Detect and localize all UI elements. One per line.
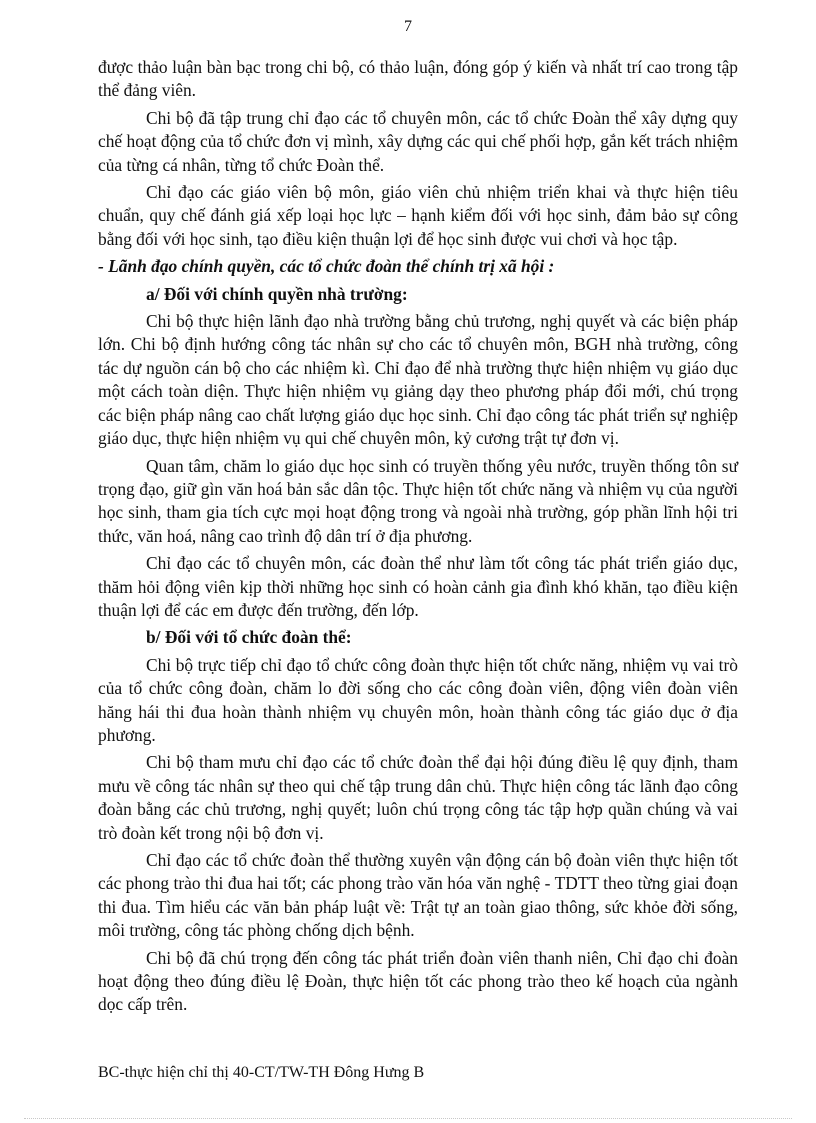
paragraph: Chỉ đạo các tổ chức đoàn thể thường xuyên vận động cán bộ đoàn viên thực hiện tốt các phong trào thi đua hai tốt; các phong trào văn hóa văn nghệ - TDTT theo từng giai đoạn thi đua. Tìm hiểu các văn bản pháp luật về: Trật tự an toàn giao thông, sức khỏe đời sống, môi trường, công tác phòng chống dịch bệnh. bbox=[98, 850, 738, 941]
subsection-b-heading: b/ Đối với tổ chức đoàn thể: bbox=[146, 627, 352, 648]
page-footer: BC-thực hiện chỉ thị 40-CT/TW-TH Đông Hưng B bbox=[98, 1064, 425, 1081]
paragraph: Chi bộ đã chú trọng đến công tác phát triển đoàn viên thanh niên, Chỉ đạo chi đoàn hoạt động theo đúng điều lệ Đoàn, thực hiện tốt các phong trào theo kế hoạch của ngành dọc cấp trên. bbox=[98, 947, 738, 1015]
paragraph: Chi bộ tham mưu chỉ đạo các tổ chức đoàn thể đại hội đúng điều lệ quy định, tham mưu về công tác nhân sự theo qui chế tập trung dân chủ. Thực hiện công tác lãnh đạo công đoàn bằng các chủ trương, nghị quyết; luôn chú trọng công tác tập hợp quần chúng và vai trò đoàn kết trong nội bộ đơn vị. bbox=[98, 752, 738, 843]
subsection-a-heading: a/ Đối với chính quyền nhà trường: bbox=[146, 283, 408, 304]
section-heading: - Lãnh đạo chính quyền, các tổ chức đoàn thể chính trị xã hội : bbox=[98, 256, 555, 277]
document-body bbox=[98, 56, 738, 1021]
footer-divider bbox=[24, 1118, 792, 1119]
paragraph-continued: được thảo luận bàn bạc trong chi bộ, có thảo luận, đóng góp ý kiến và nhất trí cao trong tập thể đảng viên. bbox=[98, 57, 738, 101]
page-number: 7 bbox=[404, 18, 412, 35]
paragraph: Quan tâm, chăm lo giáo dục học sinh có truyền thống yêu nước, truyền thống tôn sư trọng đạo, giữ gìn văn hoá bản sắc dân tộc. Thực hiện tốt chức năng và nhiệm vụ của người học sinh, tham gia tích cực mọi hoạt động trong và ngoài nhà trường, góp phần lĩnh hội tri thức, văn hoá, nâng cao trình độ dân trí ở địa phương. bbox=[98, 455, 738, 546]
paragraph: Chỉ đạo các tổ chuyên môn, các đoàn thể như làm tốt công tác phát triển giáo dục, thăm hỏi động viên kịp thời những học sinh có hoàn cảnh gia đình khó khăn, tạo điều kiện thuận lợi để các em được đến trường, đến lớp. bbox=[98, 553, 738, 620]
paragraph: Chỉ đạo các giáo viên bộ môn, giáo viên chủ nhiệm triển khai và thực hiện tiêu chuẩn, quy chế đánh giá xếp loại học lực – hạnh kiểm đối với học sinh, đảm bảo sự công bằng đối với học sinh, tạo điều kiện thuận lợi để học sinh được vui chơi và học tập. bbox=[98, 182, 738, 249]
paragraph: Chi bộ đã tập trung chỉ đạo các tổ chuyên môn, các tổ chức Đoàn thể xây dựng quy chế hoạt động của tổ chức đơn vị mình, xây dựng các qui chế phối hợp, gắn kết trách nhiệm của từng cá nhân, từng tổ chức Đoàn thể. bbox=[98, 107, 738, 175]
paragraph: Chi bộ trực tiếp chỉ đạo tổ chức công đoàn thực hiện tốt chức năng, nhiệm vụ vai trò của tổ chức công đoàn, chăm lo đời sống cho các công đoàn viên, động viên đoàn viên hăng hái thi đua hoàn thành nhiệm vụ chuyên môn, hoàn thành công tác giáo dục ở địa phương. bbox=[98, 654, 738, 745]
paragraph: Chi bộ thực hiện lãnh đạo nhà trường bằng chủ trương, nghị quyết và các biện pháp lớn. Chi bộ định hướng công tác nhân sự cho các tổ chuyên môn, BGH nhà trường, công tác dự nguồn cán bộ cho các nhiệm kì. Chỉ đạo để nhà trường thực hiện nhiệm vụ giáo dục một cách toàn diện. Thực hiện nhiệm vụ giảng dạy theo phương pháp đổi mới, chú trọng các biện pháp nâng cao chất lượng giáo dục học sinh. Chỉ đạo công tác phát triển sự nghiệp giáo dục, thực hiện nhiệm vụ qui chế chuyên môn, kỷ cương trật tự đơn vị. bbox=[98, 311, 738, 449]
